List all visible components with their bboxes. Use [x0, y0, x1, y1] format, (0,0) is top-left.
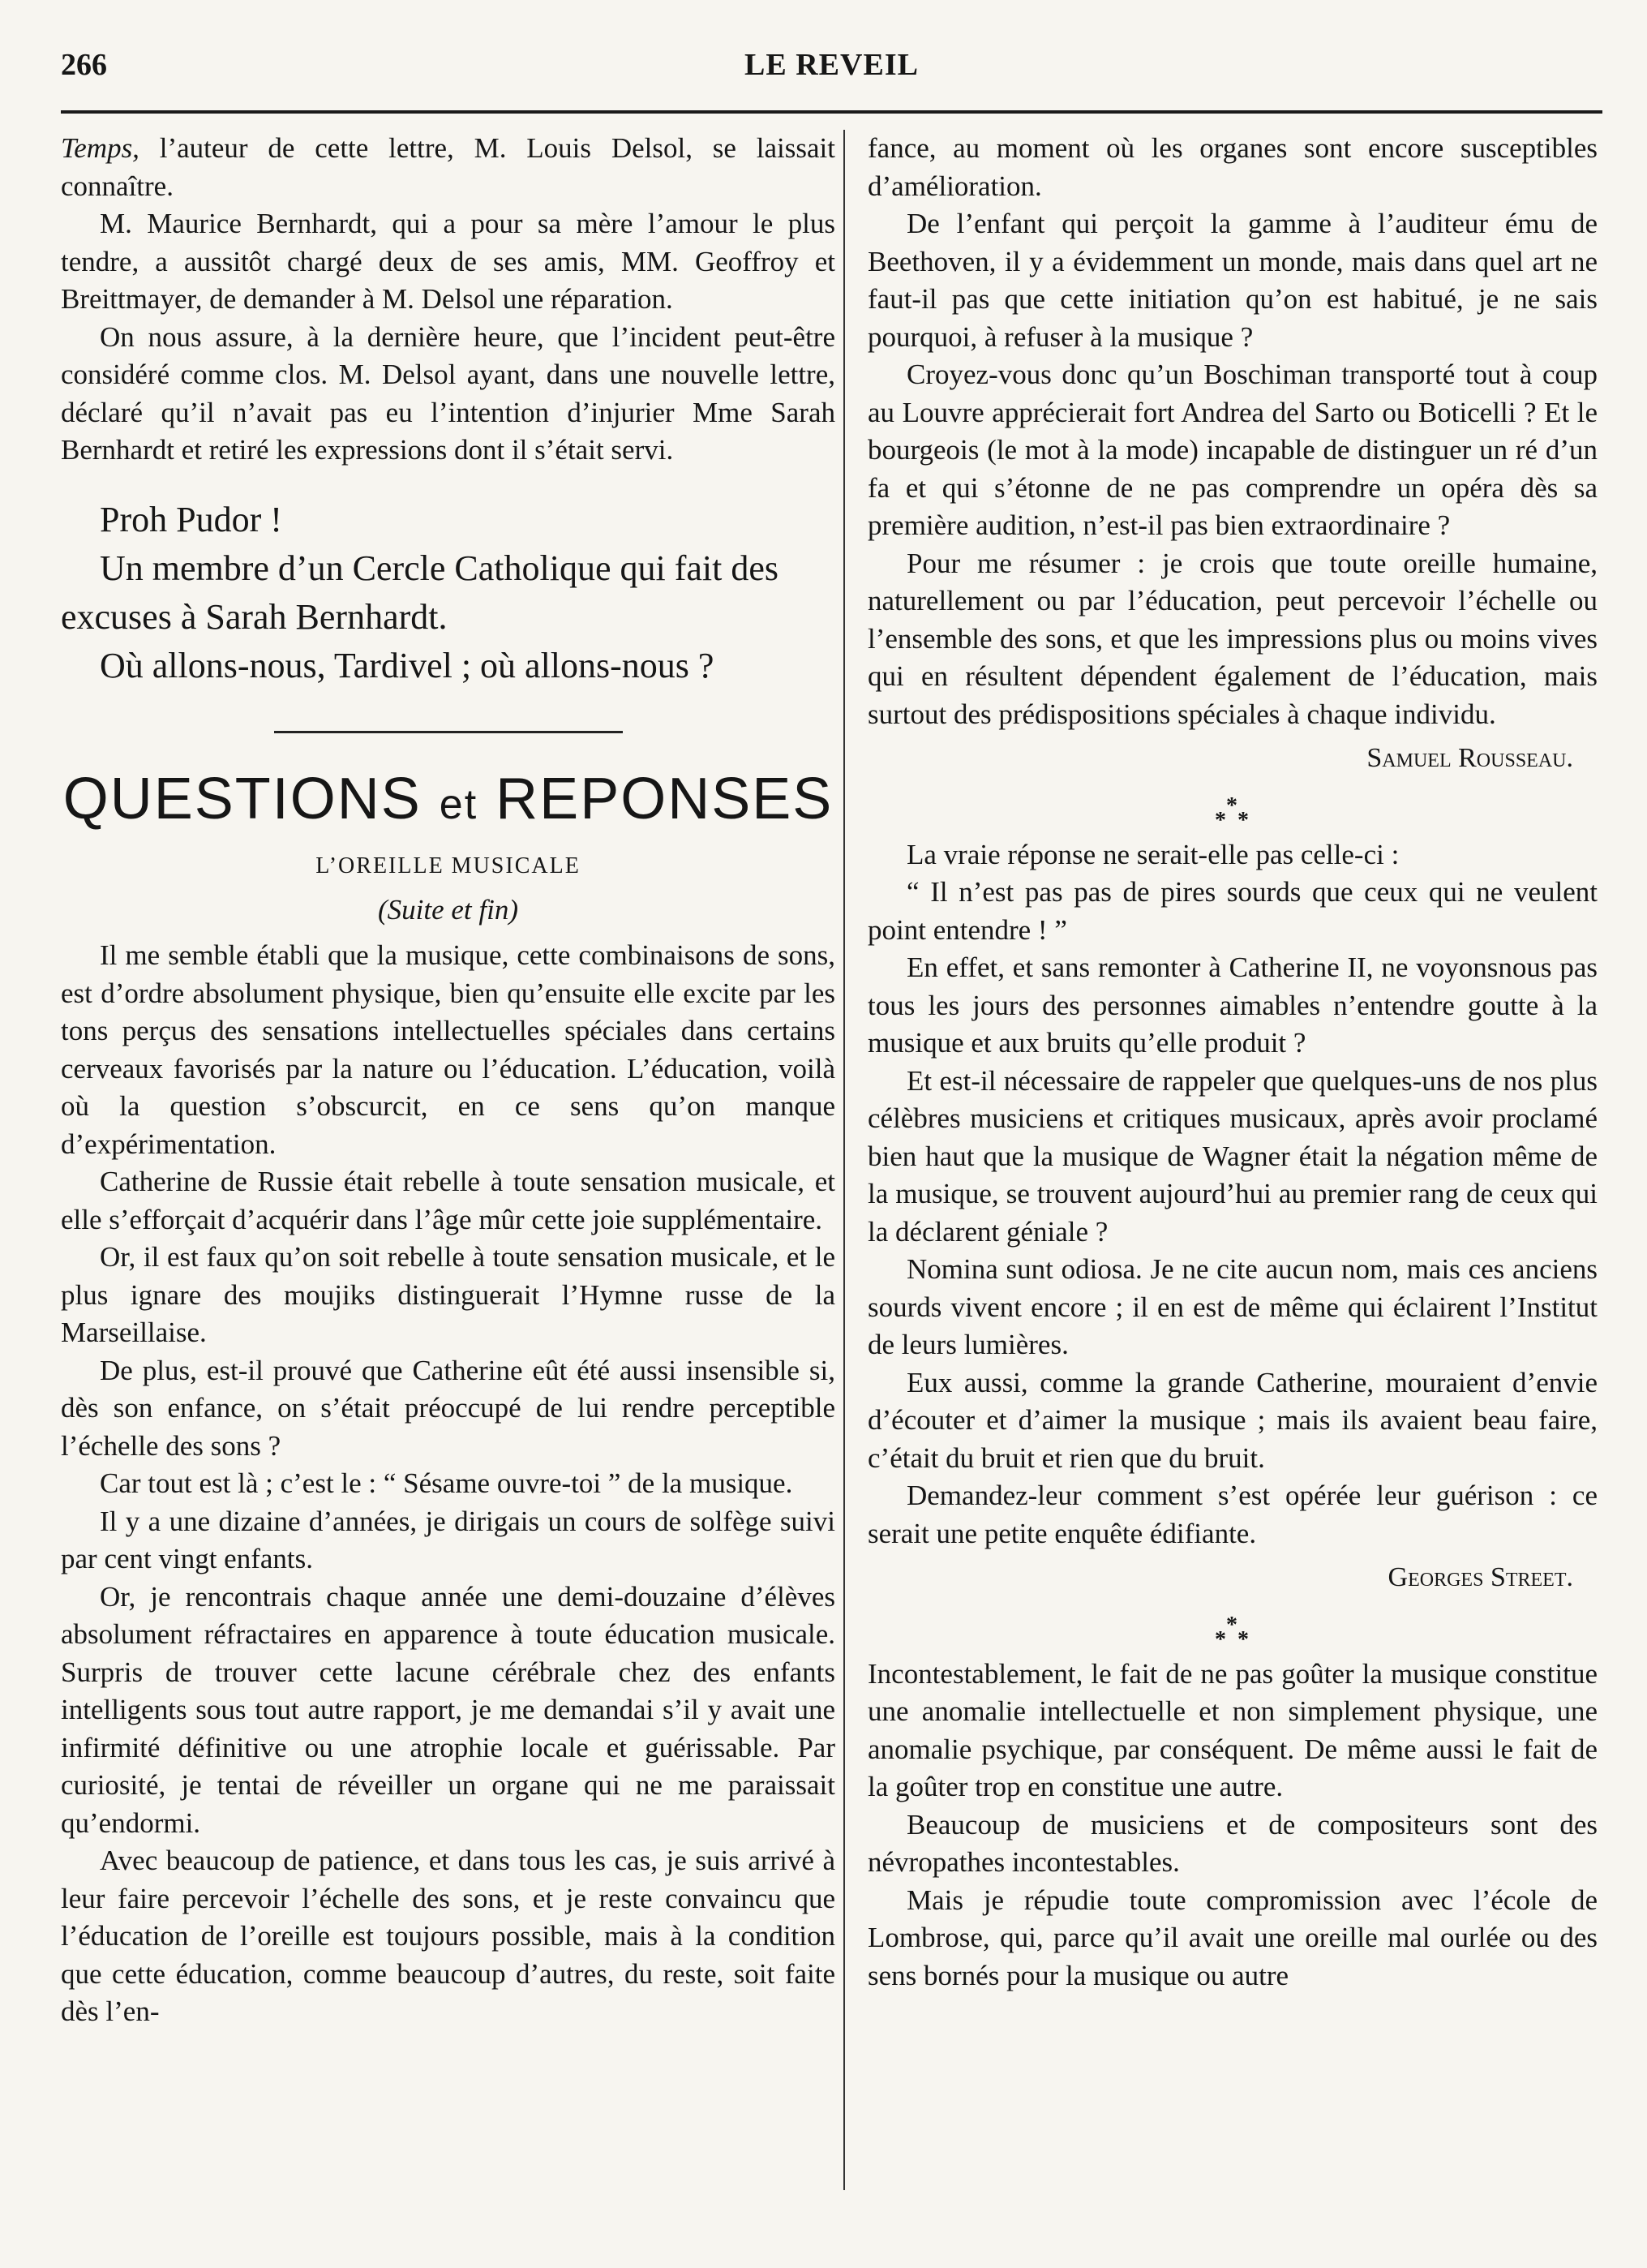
- section-title-word: et: [439, 780, 478, 828]
- paragraph: Temps, l’auteur de cette lettre, M. Louis Delsol, se laissait connaître.: [61, 132, 835, 202]
- paragraph: “ Il n’est pas pas de pires sourds que ceux qui ne veulent point entendre ! ”: [868, 876, 1598, 946]
- section-divider: [274, 731, 623, 733]
- paragraph: Incontestablement, le fait de ne pas goûter la musique constitue une anomalie intellectuelle et non simplement physique, une anomalie psychique, par conséquent. De même aussi le fait de la goûter trop en constitue une autre.: [868, 1657, 1598, 1802]
- running-head: LE REVEIL: [744, 48, 919, 82]
- paragraph: De plus, est-il prouvé que Catherine eût été aussi insensible si, dès son enfance, on s’était préoccupé de lui rendre perceptible l’échelle des sons ?: [61, 1354, 835, 1462]
- paragraph: Or, je rencontrais chaque année une demi-douzaine d’élèves absolument réfractaires en apparence à toute éducation musicale. Surpris de trouver cette lacune cérébrale chez des enfants intelligents sous tout autre rapport, je me demandai s’il y avait une infirmité définitive ou une atrophie locale et guérissable. Par curiosité, je tentai de réveiller un organe qui ne me paraissait qu’endormi.: [61, 1580, 835, 1839]
- paragraph: La vraie réponse ne serait-elle pas celle-ci :: [907, 838, 1400, 870]
- author-signature: Samuel Rousseau.: [1366, 743, 1573, 773]
- paragraph: Eux aussi, comme la grande Catherine, mouraient d’envie d’écouter et d’aimer la musique ; mais ils avaient beau faire, c’était du bruit et rien que du bruit.: [868, 1366, 1598, 1474]
- right-column: [868, 130, 1598, 1995]
- paragraph: Demandez-leur comment s’est opérée leur guérison : ce serait une petite enquête édifiante.: [868, 1480, 1598, 1549]
- paragraph: En effet, et sans remonter à Catherine II, ne voyonsnous pas tous les jours des personnes aimables n’entendre goutte à la musique et aux bruits qu’elle produit ?: [868, 951, 1598, 1059]
- page-number: 266: [61, 48, 107, 82]
- exclamation-line: Où allons-nous, Tardivel ; où allons-nous ?: [100, 645, 714, 685]
- paragraph: Or, il est faux qu’on soit rebelle à toute sensation musicale, et le plus ignare des moujiks distinguerait l’Hymne russe de la Marseillaise.: [61, 1241, 835, 1348]
- paragraph: fance, au moment où les organes sont encore susceptibles d’amélioration.: [868, 132, 1598, 202]
- section-title: [61, 766, 835, 838]
- paragraph: Avec beaucoup de patience, et dans tous les cas, je suis arrivé à leur faire percevoir l’échelle des sons, et je reste convaincu que l’éducation de l’oreille est toujours possible, mais à la condition que cette éducation, comme beaucoup d’autres, du reste, soit faite dès l’en-: [61, 1845, 835, 2027]
- paragraph: Mais je répudie toute compromission avec l’école de Lombrose, qui, parce qu’il avait une oreille mal ourlée ou des sens bornés pour la musique ou autre: [868, 1884, 1598, 1991]
- asterism-divider: * * *: [1215, 793, 1249, 833]
- paragraph: Nomina sunt odiosa. Je ne cite aucun nom, mais ces anciens sourds vivent encore ; il en est de même qui éclairent l’Institut de leurs lumières.: [868, 1253, 1598, 1360]
- exclamation-block: [61, 496, 835, 690]
- section-title-word: REPONSES: [495, 766, 834, 831]
- paragraph: Croyez-vous donc qu’un Boschiman transporté tout à coup au Louvre apprécierait fort Andrea del Sarto ou Boticelli ? Et le bourgeois (le mot à la mode) incapable de distinguer un ré d’un fa et qui s’étonne de ne pas comprendre un opéra dès sa première audition, n’est-il pas bien extraordinaire ?: [868, 359, 1598, 541]
- subsection-title: L’OREILLE MUSICALE: [315, 853, 581, 878]
- paragraph: Pour me résumer : je crois que toute oreille humaine, naturellement ou par l’éducation, peut percevoir l’échelle ou l’ensemble des sons, et que les impressions plus ou moins vives qui en résultent dépendent également de l’éducation, mais surtout des prédispositions spéciales à chaque individu.: [868, 547, 1598, 730]
- header-rule: [61, 110, 1602, 114]
- paragraph: Et est-il nécessaire de rappeler que quelques-uns de nos plus célèbres musiciens et critiques musicaux, après avoir proclamé bien haut que la musique de Wagner était la négation même de la musique, se trouvent aujourd’hui au premier rang de ceux qui la déclarent géniale ?: [868, 1064, 1598, 1248]
- asterism-divider: * * *: [1215, 1612, 1249, 1652]
- exclamation-line: Proh Pudor !: [100, 499, 282, 539]
- page-header: [61, 47, 1602, 102]
- continuation-note: (Suite et fin): [377, 893, 518, 926]
- paragraph: Catherine de Russie était rebelle à toute sensation musicale, et elle s’efforçait d’acquérir dans l’âge mûr cette joie supplémentaire.: [61, 1166, 835, 1235]
- left-column: [61, 130, 835, 2031]
- paragraph: Il me semble établi que la musique, cette combinaisons de sons, est d’ordre absolument physique, bien qu’ensuite elle excite par les tons perçus des sensations intellectuelles spéciales dans certains cerveaux favorisés par la nature ou l’éducation. L’éducation, voilà où la question s’obscurcit, en ce sens qu’on manque d’expérimentation.: [61, 939, 835, 1160]
- paragraph: Il y a une dizaine d’années, je dirigais un cours de solfège suivi par cent vingt enfants.: [61, 1505, 835, 1574]
- author-signature: Georges Street.: [1388, 1562, 1573, 1592]
- exclamation-line: Un membre d’un Cercle Catholique qui fait des excuses à Sarah Bernhardt.: [61, 548, 778, 637]
- paragraph: Beaucoup de musiciens et de compositeurs sont des névropathes incontestables.: [868, 1808, 1598, 1878]
- paragraph: Car tout est là ; c’est le : “ Sésame ouvre-toi ” de la musique.: [100, 1467, 793, 1499]
- column-rule: [843, 130, 845, 2190]
- paragraph: On nous assure, à la dernière heure, que l’incident peut-être considéré comme clos. M. Delsol ayant, dans une nouvelle lettre, déclaré qu’il n’avait pas eu l’intention d’injurier Mme Sarah Bernhardt et retiré les expressions dont il s’était servi.: [61, 320, 835, 466]
- paragraph: De l’enfant qui perçoit la gamme à l’auditeur ému de Beethoven, il y a évidemment un monde, mais dans quel art ne faut-il pas que cette initiation qu’on est habitué, je ne sais pourquoi, à refuser à la musique ?: [868, 208, 1598, 353]
- paragraph: M. Maurice Bernhardt, qui a pour sa mère l’amour le plus tendre, a aussitôt chargé deux de ses amis, MM. Geoffroy et Breittmayer, de demander à M. Delsol une réparation.: [61, 208, 835, 315]
- italic-word: Temps,: [61, 132, 139, 164]
- section-title-word: QUESTIONS: [62, 766, 422, 831]
